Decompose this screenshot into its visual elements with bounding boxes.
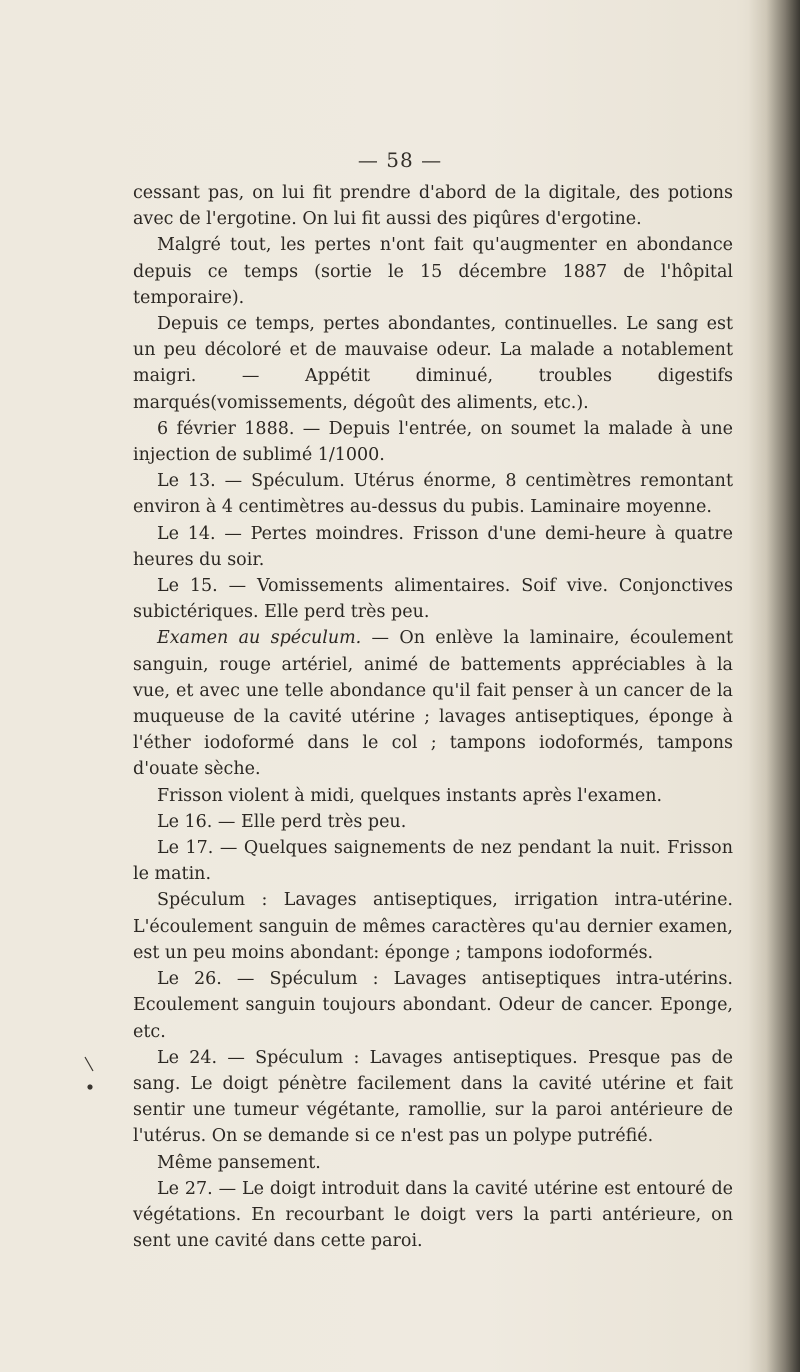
paragraph: 6 février 1888. — Depuis l'entrée, on soumet la malade à une injection de sublimé 1/1000. xyxy=(133,418,733,466)
paragraph: cessant pas, on lui fit prendre d'abord de la digitale, des potions avec de l'ergotine. On lui fit aussi des piqûres d'ergotine. xyxy=(133,183,733,230)
paragraph: Le 27. — Le doigt introduit dans la cavité utérine est entouré de végétations. En recourbant le doigt vers la parti antérieure, on sent une cavité dans cette paroi. xyxy=(133,1178,733,1252)
paragraph: Le 24. — Spéculum : Lavages antiseptiques. Presque pas de sang. Le doigt pénètre facilement dans la cavité utérine et fait sentir une tumeur végétante, ramollie, sur la paroi antérieure de l'utérus. On se demande si ce n'est pas un polype putréfié. xyxy=(133,1047,733,1147)
paragraph: Depuis ce temps, pertes abondantes, continuelles. Le sang est un peu décoloré et de mauvaise odeur. La malade a notablement maigri. — Appétit diminué, troubles digestifs marqués(vomissements, dégoût des aliments, etc.). xyxy=(133,314,733,413)
paragraph: Le 15. — Vomissements alimentaires. Soif vive. Conjonctives subictériques. Elle perd très peu. xyxy=(133,576,733,623)
paragraph: Frisson violent à midi, quelques instants après l'examen. xyxy=(157,785,663,806)
margin-pencil-mark xyxy=(84,1055,98,1095)
paragraph: Malgré tout, les pertes n'ont fait qu'augmenter en abondance depuis ce temps (sortie le 15 décembre 1887 de l'hôpital temporaire). xyxy=(133,235,733,308)
exam-paragraph xyxy=(133,625,733,782)
paragraph: Le 14. — Pertes moindres. Frisson d'une demi-heure à quatre heures du soir. xyxy=(133,523,733,570)
paragraph: Le 17. — Quelques saignements de nez pendant la nuit. Frisson le matin. xyxy=(133,838,733,885)
page-edge-shadow xyxy=(748,0,800,1372)
page-number: — 58 — xyxy=(357,148,443,172)
exam-heading: Examen au spéculum. xyxy=(157,628,362,649)
paragraph: Même pansement. xyxy=(157,1152,321,1173)
paragraph: Spéculum : Lavages antiseptiques, irrigation intra-utérine. L'écoulement sanguin de mêmes caractères qu'au dernier examen, est un peu moins abondant: éponge ; tampons iodoformés. xyxy=(133,890,733,963)
exam-text: — On enlève la laminaire, écoulement sanguin, rouge artériel, animé de battements appréciables à la vue, et avec une telle abondance qu'il fait penser à un cancer de la muqueuse de la cavité utérine ; lavages antiseptiques, éponge à l'éther iodoformé dans le col ; tampons iodoformés, tampons d'ouate sèche. xyxy=(133,628,734,780)
body-text xyxy=(133,180,733,1254)
paragraph: Le 16. — Elle perd très peu. xyxy=(157,811,407,832)
paragraph: Le 26. — Spéculum : Lavages antiseptiques intra-utérins. Ecoulement sanguin toujours abondant. Odeur de cancer. Eponge, etc. xyxy=(133,969,733,1042)
paragraph: Le 13. — Spéculum. Utérus énorme, 8 centimètres remontant environ à 4 centimètres au-dessus du pubis. Laminaire moyenne. xyxy=(133,471,733,518)
